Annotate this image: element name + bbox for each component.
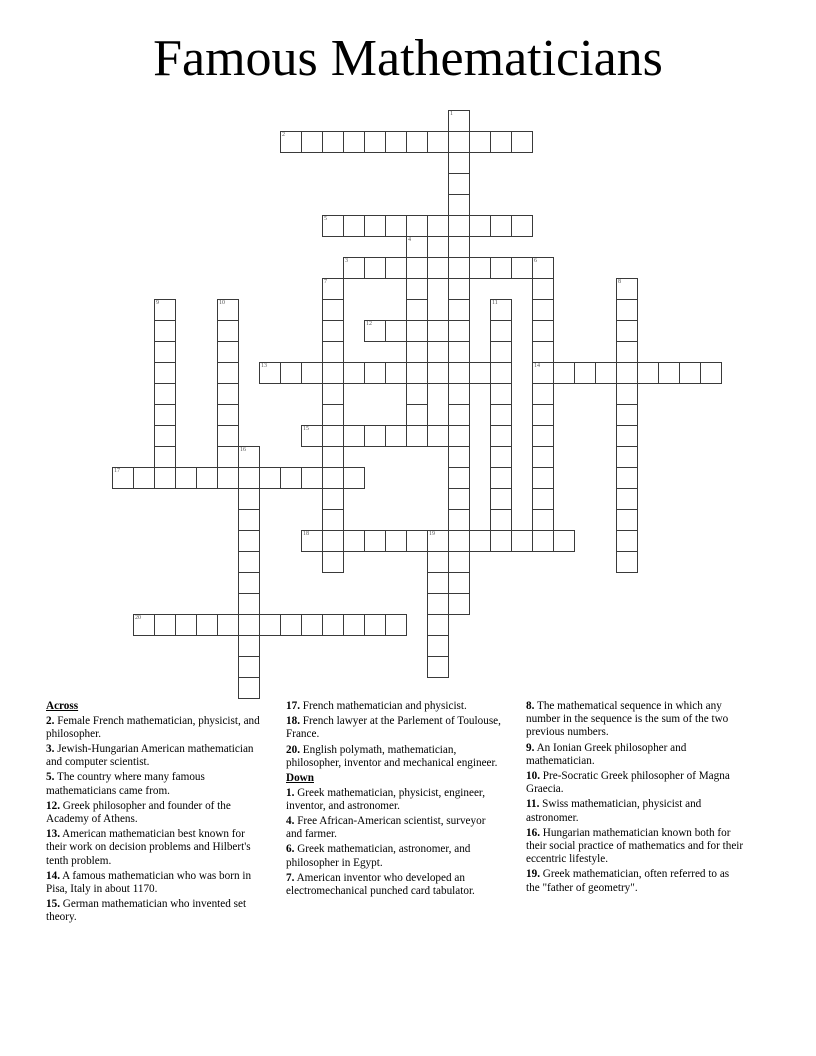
grid-cell[interactable] [679,362,701,384]
grid-cell[interactable] [448,467,470,489]
grid-cell[interactable] [490,467,512,489]
grid-cell[interactable] [406,299,428,321]
grid-cell[interactable] [532,278,554,300]
clue-item: 3. Jewish-Hungarian American mathematician and computer scientist. [46,743,254,769]
grid-cell[interactable] [532,509,554,531]
grid-cell[interactable] [532,320,554,342]
grid-cell-number: 16 [240,447,246,453]
grid-cell[interactable] [364,131,386,153]
grid-cell[interactable] [217,446,239,468]
grid-cell[interactable] [448,236,470,258]
grid-cell[interactable] [511,257,533,279]
grid-cell[interactable] [238,530,260,552]
grid-cell[interactable] [217,467,239,489]
grid-cell[interactable] [658,362,680,384]
grid-cell[interactable] [217,320,239,342]
grid-cell[interactable] [364,425,386,447]
grid-cell-number: 18 [303,531,309,537]
grid-cell[interactable] [217,362,239,384]
clue-number: 1. [286,786,295,799]
clue-item: 10. Pre-Socratic Greek philosopher of Magna Graecia. [526,770,730,796]
grid-cell[interactable] [532,299,554,321]
grid-cell[interactable] [322,320,344,342]
grid-cell[interactable] [700,362,722,384]
grid-cell[interactable] [532,404,554,426]
grid-cell[interactable] [322,299,344,321]
clue-number: 7. [286,871,295,884]
grid-cell-number: 4 [408,237,411,243]
grid-cell[interactable] [301,614,323,636]
grid-cell[interactable] [616,404,638,426]
grid-cell[interactable] [196,614,218,636]
clue-number: 19. [526,868,540,881]
grid-cell[interactable] [364,362,386,384]
clue-number: 17. [286,700,300,712]
grid-cell[interactable] [490,299,512,321]
grid-cell[interactable] [175,614,197,636]
grid-cell[interactable] [175,467,197,489]
clue-number: 11. [526,798,540,811]
clue-number: 14. [46,869,60,882]
grid-cell[interactable] [616,320,638,342]
grid-cell[interactable] [154,383,176,405]
grid-cell[interactable] [532,341,554,363]
grid-cell[interactable] [532,257,554,279]
grid-cell[interactable] [385,320,407,342]
grid-cell[interactable] [301,467,323,489]
grid-cell[interactable] [616,551,638,573]
grid-cell[interactable] [280,131,302,153]
grid-cell[interactable] [448,341,470,363]
grid-cell[interactable] [490,404,512,426]
grid-cell[interactable] [469,215,491,237]
grid-cell[interactable] [490,257,512,279]
grid-cell[interactable] [154,425,176,447]
grid-cell[interactable] [238,593,260,615]
grid-cell[interactable] [427,320,449,342]
clue-number: 5. [46,771,55,784]
grid-cell[interactable] [406,215,428,237]
grid-cell[interactable] [406,131,428,153]
grid-cell[interactable] [238,614,260,636]
grid-cell[interactable] [343,257,365,279]
grid-cell[interactable] [154,299,176,321]
clue-item: 17. French mathematician and physicist. [286,700,467,712]
grid-cell[interactable] [532,383,554,405]
grid-cell[interactable] [427,215,449,237]
grid-cell[interactable] [322,215,344,237]
grid-cell[interactable] [238,488,260,510]
clue-item: 5. The country where many famous mathematicians came from. [46,771,205,797]
grid-cell[interactable] [343,425,365,447]
clue-item: 18. French lawyer at the Parlement of Toulouse, France. [286,715,501,741]
clue-item: 7. American inventor who developed an electromechanical punched card tabulator. [286,871,475,898]
grid-cell[interactable] [385,215,407,237]
clue-number: 9. [526,741,535,754]
clue-item: 11. Swiss mathematician, physicist and astronomer. [526,798,702,824]
grid-cell[interactable] [616,509,638,531]
clue-column-1 [46,700,264,927]
grid-cell[interactable] [301,131,323,153]
grid-cell[interactable] [427,614,449,636]
grid-cell[interactable] [343,614,365,636]
grid-cell[interactable] [448,425,470,447]
grid-cell-number: 19 [429,531,435,537]
grid-cell[interactable] [616,530,638,552]
grid-cell[interactable] [343,131,365,153]
grid-cell[interactable] [574,362,596,384]
grid-cell[interactable] [427,362,449,384]
grid-cell[interactable] [238,446,260,468]
grid-cell[interactable] [616,488,638,510]
grid-cell[interactable] [238,656,260,678]
grid-cell[interactable] [406,320,428,342]
grid-cell[interactable] [259,362,281,384]
grid-cell[interactable] [448,551,470,573]
clue-column-2 [286,700,504,900]
grid-cell[interactable] [238,509,260,531]
grid-cell[interactable] [427,551,449,573]
grid-cell[interactable] [343,215,365,237]
grid-cell[interactable] [322,467,344,489]
grid-cell[interactable] [406,257,428,279]
grid-cell[interactable] [406,425,428,447]
grid-cell[interactable] [532,467,554,489]
grid-cell-number: 15 [303,426,309,432]
grid-cell[interactable] [322,404,344,426]
grid-cell[interactable] [259,614,281,636]
grid-cell[interactable] [322,131,344,153]
grid-cell[interactable] [154,614,176,636]
grid-cell[interactable] [511,131,533,153]
grid-cell-number: 13 [261,363,267,369]
clue-item: 1. Greek mathematician, physicist, engineer, inventor, and astronomer. [286,786,485,812]
grid-cell[interactable] [532,425,554,447]
grid-cell[interactable] [301,362,323,384]
grid-cell[interactable] [490,362,512,384]
grid-cell[interactable] [448,194,470,216]
grid-cell[interactable] [406,530,428,552]
clue-number: 2. [46,714,55,727]
grid-cell[interactable] [490,488,512,510]
grid-cell[interactable] [406,341,428,363]
grid-cell-number: 2 [282,132,285,138]
grid-cell[interactable] [427,131,449,153]
grid-cell[interactable] [448,278,470,300]
grid-cell[interactable] [322,278,344,300]
clue-item: 2. Female French mathematician, physicist, and philosopher. [46,714,260,740]
grid-cell[interactable] [553,362,575,384]
grid-cell-number: 10 [219,300,225,306]
grid-cell[interactable] [154,467,176,489]
grid-cell[interactable] [448,362,470,384]
grid-cell[interactable] [238,572,260,594]
grid-cell[interactable] [217,341,239,363]
grid-cell[interactable] [595,362,617,384]
grid-cell[interactable] [343,530,365,552]
grid-cell[interactable] [448,488,470,510]
grid-cell[interactable] [511,215,533,237]
grid-cell[interactable] [385,131,407,153]
grid-cell[interactable] [511,530,533,552]
grid-cell[interactable] [154,404,176,426]
grid-cell[interactable] [112,467,134,489]
grid-cell[interactable] [448,593,470,615]
grid-cell[interactable] [616,383,638,405]
clue-item: 13. American mathematician best known for their work on decision problems and Hilbert's tenth problem. [46,828,251,867]
grid-cell[interactable] [448,257,470,279]
grid-cell[interactable] [448,215,470,237]
grid-cell[interactable] [427,593,449,615]
clue-item: 20. English polymath, mathematician, philosopher, inventor and mechanical engineer. [286,743,498,769]
grid-cell-number: 7 [324,279,327,285]
clue-item: 9. An Ionian Greek philosopher and mathematician. [526,741,687,767]
grid-cell[interactable] [532,446,554,468]
grid-cell[interactable] [427,425,449,447]
grid-cell[interactable] [364,320,386,342]
grid-cell[interactable] [343,467,365,489]
grid-cell[interactable] [154,320,176,342]
grid-cell[interactable] [532,362,554,384]
grid-cell[interactable] [448,530,470,552]
grid-cell-number: 12 [366,321,372,327]
grid-cell[interactable] [469,131,491,153]
grid-cell[interactable] [469,257,491,279]
grid-cell[interactable] [406,404,428,426]
grid-cell-number: 11 [492,300,498,306]
grid-cell[interactable] [154,341,176,363]
clue-item: 6. Greek mathematician, astronomer, and philosopher in Egypt. [286,843,471,869]
grid-cell[interactable] [448,299,470,321]
clue-number: 10. [526,770,540,783]
grid-cell[interactable] [364,257,386,279]
grid-cell[interactable] [217,299,239,321]
grid-cell[interactable] [280,614,302,636]
grid-cell[interactable] [427,572,449,594]
grid-cell[interactable] [490,446,512,468]
grid-cell[interactable] [616,467,638,489]
grid-cell[interactable] [427,530,449,552]
grid-cell[interactable] [196,467,218,489]
grid-cell[interactable] [385,614,407,636]
grid-cell[interactable] [259,467,281,489]
grid-cell[interactable] [322,509,344,531]
grid-cell[interactable] [637,362,659,384]
grid-cell[interactable] [217,383,239,405]
grid-cell[interactable] [532,530,554,552]
grid-cell-number: 5 [324,216,327,222]
clue-item: 4. Free African-American scientist, surveyor and farmer. [286,815,486,841]
grid-cell[interactable] [448,446,470,468]
across-heading: Across [46,700,79,712]
grid-cell[interactable] [238,677,260,699]
grid-cell[interactable] [133,467,155,489]
grid-cell[interactable] [427,656,449,678]
grid-cell[interactable] [322,488,344,510]
grid-cell-number: 3 [345,258,348,264]
grid-cell[interactable] [448,131,470,153]
grid-cell[interactable] [448,110,470,132]
grid-cell[interactable] [217,404,239,426]
clue-number: 16. [526,826,540,839]
grid-cell[interactable] [406,362,428,384]
grid-cell[interactable] [448,320,470,342]
grid-cell[interactable] [448,383,470,405]
clue-number: 20. [286,743,300,756]
grid-cell-number: 1 [450,111,453,117]
grid-cell[interactable] [469,362,491,384]
grid-cell[interactable] [490,131,512,153]
grid-cell[interactable] [553,530,575,552]
grid-cell[interactable] [322,425,344,447]
grid-cell[interactable] [616,299,638,321]
grid-cell[interactable] [448,404,470,426]
grid-cell[interactable] [322,341,344,363]
grid-cell[interactable] [217,614,239,636]
grid-cell[interactable] [616,341,638,363]
grid-cell[interactable] [322,614,344,636]
clue-number: 4. [286,815,295,828]
grid-cell[interactable] [322,383,344,405]
grid-cell[interactable] [385,530,407,552]
grid-cell[interactable] [154,362,176,384]
clue-number: 18. [286,715,300,728]
grid-cell[interactable] [469,530,491,552]
clues-section [46,700,770,970]
grid-cell[interactable] [301,530,323,552]
grid-cell[interactable] [616,278,638,300]
clue-item: 19. Greek mathematician, often referred to as the "father of geometry". [526,868,730,894]
clue-number: 8. [526,700,535,712]
grid-cell-number: 8 [618,279,621,285]
grid-cell[interactable] [490,320,512,342]
clue-number: 3. [46,743,55,755]
grid-cell[interactable] [133,614,155,636]
clue-item: 8. The mathematical sequence in which any number in the sequence is the sum of the two previous numbers. [526,700,729,739]
clue-number: 15. [46,898,60,911]
grid-cell[interactable] [427,257,449,279]
clue-number: 6. [286,843,295,856]
grid-cell-number: 14 [534,363,540,369]
grid-cell[interactable] [343,362,365,384]
grid-cell[interactable] [301,425,323,447]
grid-cell[interactable] [280,467,302,489]
grid-cell[interactable] [427,635,449,657]
grid-cell[interactable] [490,530,512,552]
clue-number: 12. [46,799,60,812]
grid-cell[interactable] [616,446,638,468]
grid-cell[interactable] [448,173,470,195]
grid-cell[interactable] [448,152,470,174]
grid-cell[interactable] [322,362,344,384]
grid-cell[interactable] [490,341,512,363]
grid-cell[interactable] [322,446,344,468]
grid-cell[interactable] [385,362,407,384]
grid-cell[interactable] [238,551,260,573]
clue-number: 13. [46,828,60,841]
grid-cell[interactable] [406,278,428,300]
grid-cell[interactable] [490,215,512,237]
grid-cell[interactable] [490,509,512,531]
grid-cell[interactable] [154,446,176,468]
grid-cell[interactable] [322,551,344,573]
grid-cell[interactable] [406,236,428,258]
grid-cell[interactable] [385,425,407,447]
grid-cell-number: 17 [114,468,120,474]
grid-cell[interactable] [238,467,260,489]
grid-cell[interactable] [364,530,386,552]
grid-cell[interactable] [280,362,302,384]
grid-cell[interactable] [532,488,554,510]
grid-cell[interactable] [616,362,638,384]
grid-cell[interactable] [322,530,344,552]
grid-cell[interactable] [448,572,470,594]
grid-cell[interactable] [238,635,260,657]
clue-column-3 [526,700,744,897]
grid-cell-number: 6 [534,258,537,264]
clue-item: 12. Greek philosopher and founder of the Academy of Athens. [46,799,231,826]
clue-item: 15. German mathematician who invented set theory. [46,898,247,924]
down-heading: Down [286,772,314,785]
grid-cell[interactable] [217,425,239,447]
clue-item: 16. Hungarian mathematician known both for their social practice of mathematics and for their eccentric lifestyle. [526,826,744,866]
grid-cell[interactable] [364,215,386,237]
grid-cell[interactable] [490,383,512,405]
clue-item: 14. A famous mathematician who was born in Pisa, Italy in about 1170. [46,869,252,896]
grid-cell[interactable] [364,614,386,636]
grid-cell[interactable] [448,509,470,531]
grid-cell[interactable] [616,425,638,447]
grid-cell-number: 9 [156,300,159,306]
grid-cell[interactable] [385,257,407,279]
page-title: Famous Mathematicians [153,30,663,87]
grid-cell[interactable] [490,425,512,447]
grid-cell[interactable] [406,383,428,405]
grid-cell-number: 20 [135,615,141,621]
